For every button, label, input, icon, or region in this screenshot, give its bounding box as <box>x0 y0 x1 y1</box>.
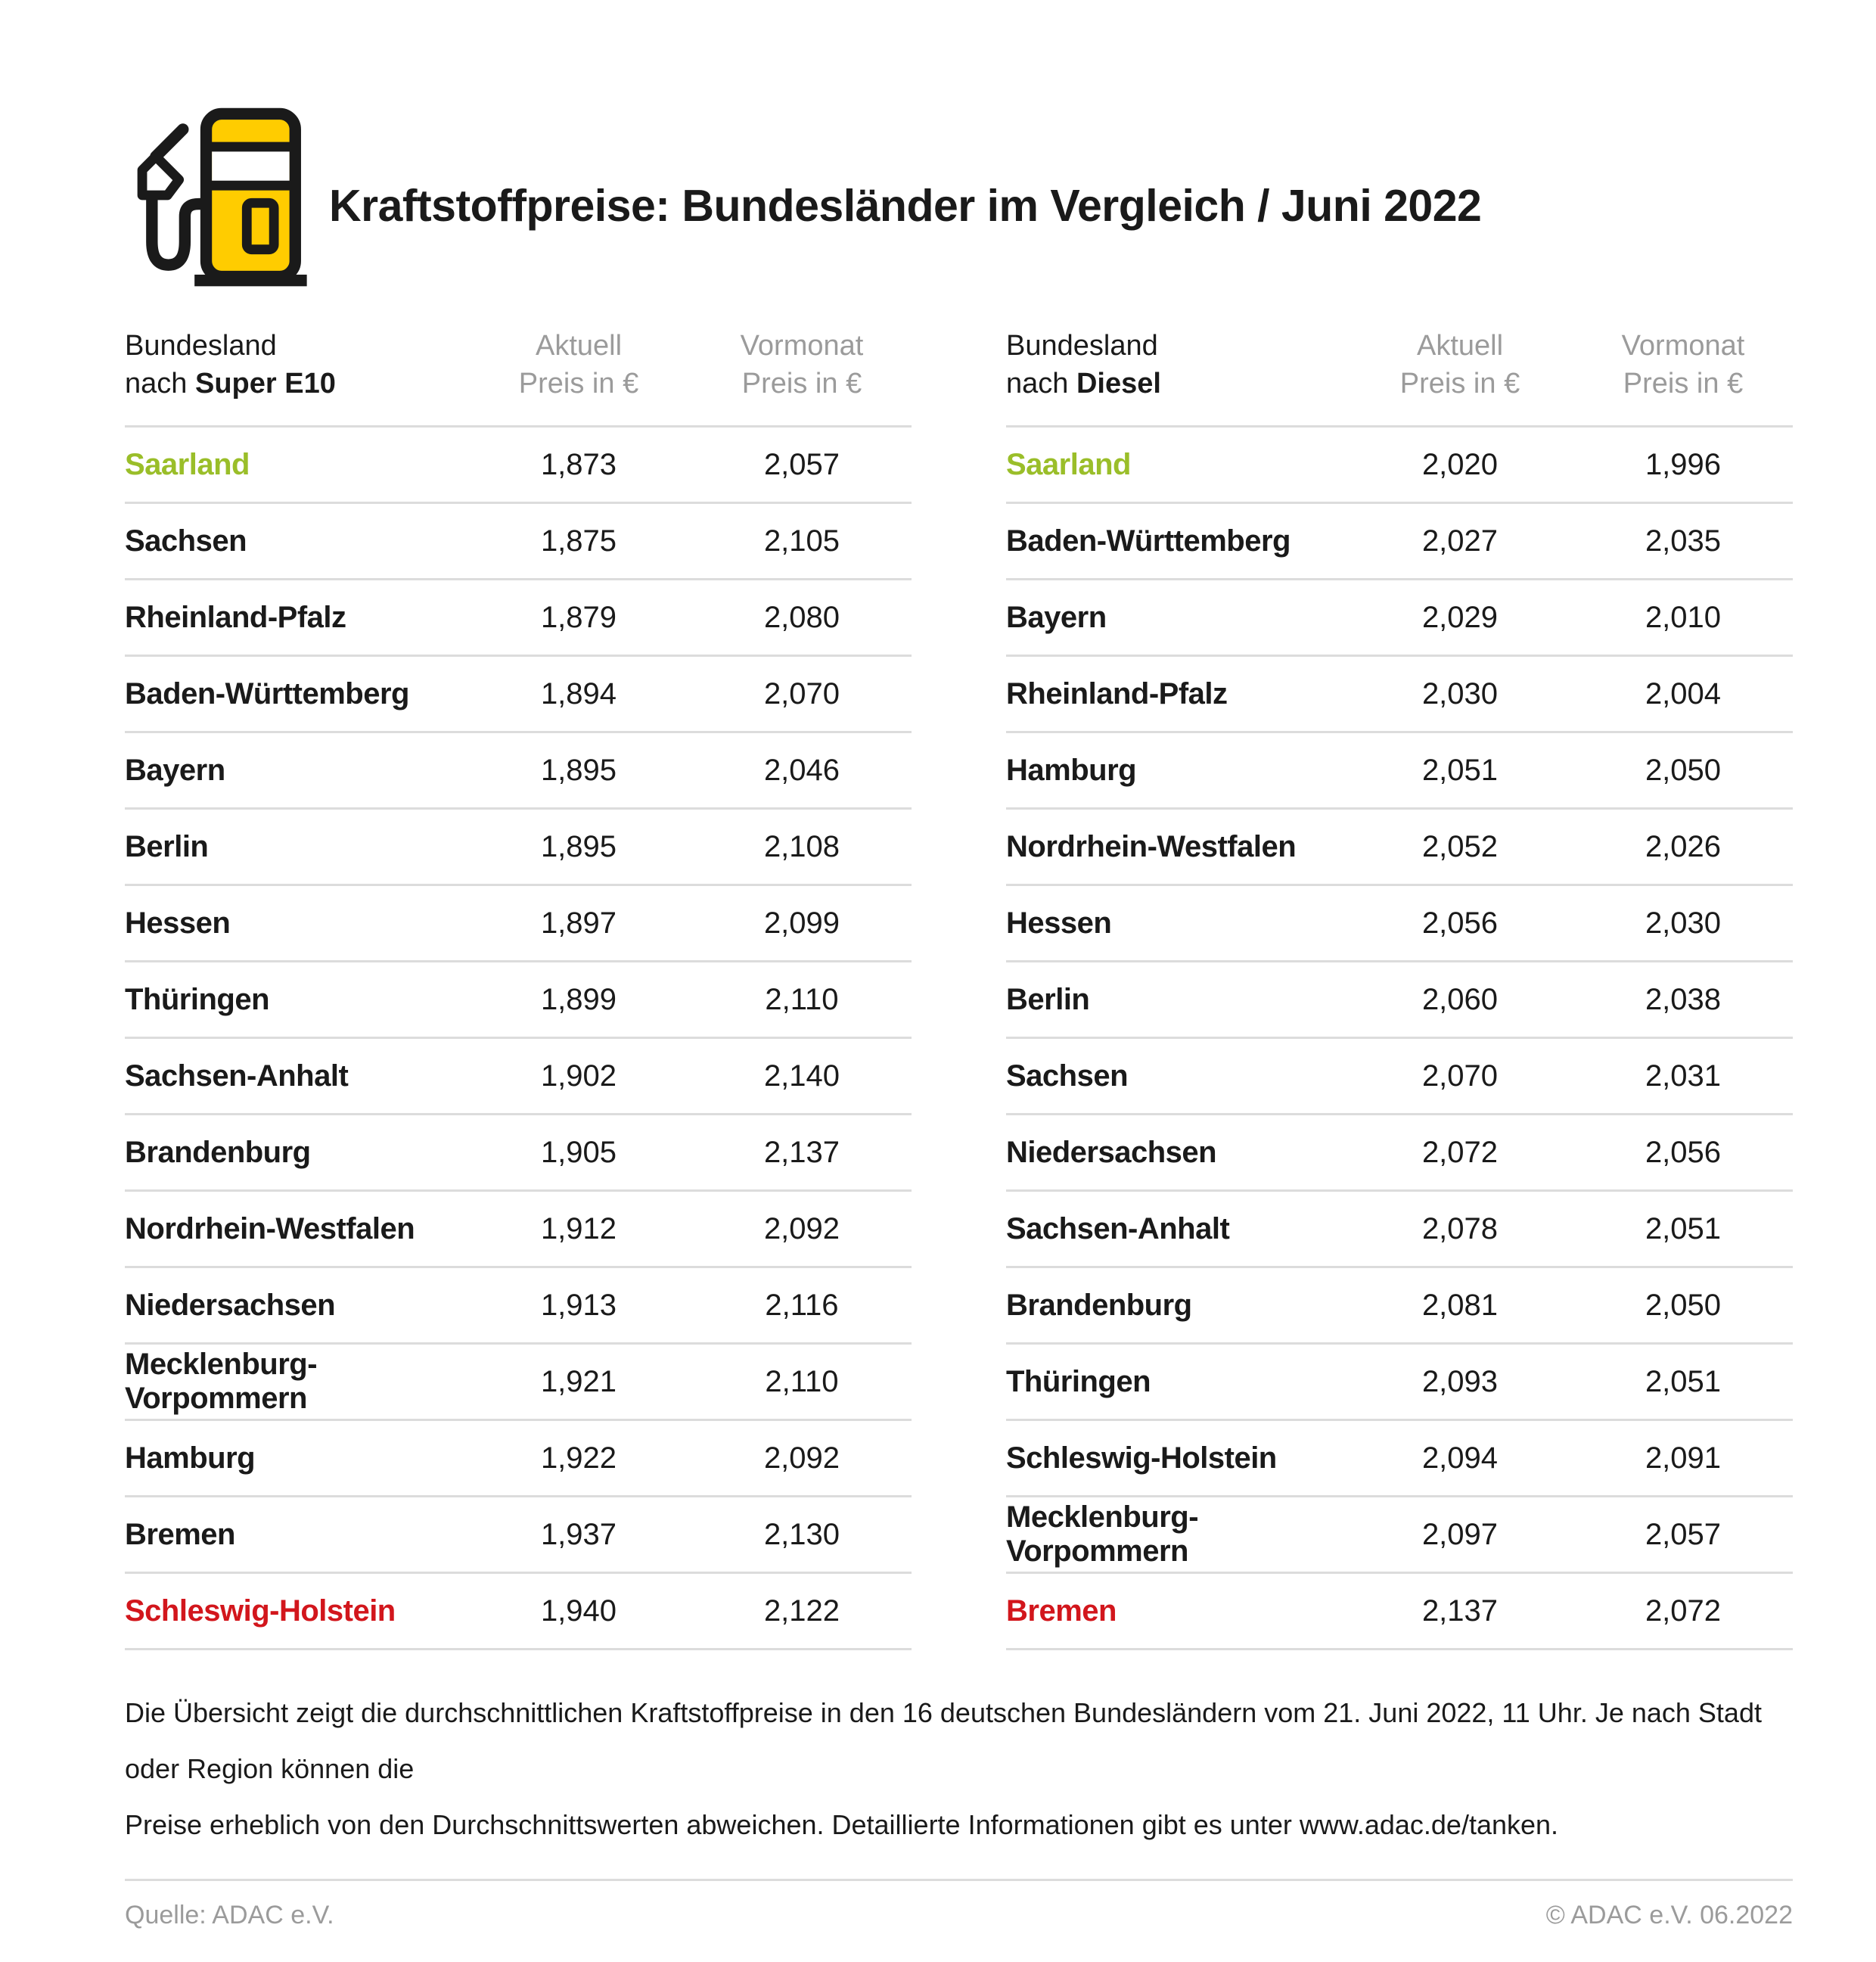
state-name: Saarland <box>125 447 250 481</box>
vormonat-price: 2,091 <box>1645 1441 1722 1475</box>
aktuell-price: 1,912 <box>540 1211 617 1245</box>
vormonat-price: 2,092 <box>763 1441 840 1475</box>
state-name: Sachsen-Anhalt <box>125 1059 349 1093</box>
vormonat-price: 2,092 <box>763 1211 840 1245</box>
table-row <box>125 960 912 1037</box>
aktuell-price: 2,052 <box>1421 829 1499 863</box>
state-name: Thüringen <box>1006 1364 1151 1398</box>
state-name: Hessen <box>1006 906 1112 940</box>
column-header-bundesland: Bundesland nach Super E10 <box>125 330 336 400</box>
column-header-aktuell: Aktuell Preis in € <box>1399 330 1520 400</box>
aktuell-price: 2,056 <box>1421 906 1499 940</box>
price-tables <box>125 327 1793 1650</box>
table-row <box>125 1419 912 1495</box>
aktuell-price: 2,051 <box>1421 753 1499 787</box>
vormonat-price: 2,050 <box>1645 753 1722 787</box>
vormonat-price: 2,004 <box>1645 676 1722 710</box>
table-row <box>1006 1113 1793 1189</box>
vormonat-price: 2,108 <box>763 829 840 863</box>
table-row <box>125 1189 912 1266</box>
state-name: Hamburg <box>1006 753 1137 787</box>
vormonat-price: 2,035 <box>1645 524 1722 558</box>
copyright-label: © ADAC e.V. 06.2022 <box>1545 1901 1793 1929</box>
state-name: Sachsen <box>1006 1059 1129 1093</box>
vormonat-price: 2,057 <box>763 447 840 481</box>
table-row <box>1006 502 1793 578</box>
vormonat-price: 2,137 <box>763 1135 840 1169</box>
aktuell-price: 1,905 <box>540 1135 617 1169</box>
vormonat-price: 2,099 <box>763 906 840 940</box>
table-rows-super-e10 <box>125 425 912 1650</box>
state-name: Niedersachsen <box>1006 1135 1217 1169</box>
table-row <box>125 1266 912 1342</box>
state-name: Mecklenburg-Vorpommern <box>1006 1500 1199 1568</box>
page-header <box>125 97 1793 294</box>
vormonat-price: 2,031 <box>1645 1059 1722 1093</box>
infographic-page <box>0 97 1876 1962</box>
aktuell-price: 2,027 <box>1421 524 1499 558</box>
state-name: Nordrhein-Westfalen <box>125 1211 415 1245</box>
vormonat-price: 2,056 <box>1645 1135 1722 1169</box>
state-name: Hamburg <box>125 1441 256 1475</box>
vormonat-price: 2,051 <box>1645 1364 1722 1398</box>
state-name: Schleswig-Holstein <box>1006 1441 1277 1475</box>
table-row <box>1006 731 1793 807</box>
fuel-type-label: Super E10 <box>194 368 336 400</box>
vormonat-price: 2,038 <box>1645 982 1722 1016</box>
vormonat-price: 2,026 <box>1645 829 1722 863</box>
vormonat-price: 2,050 <box>1645 1288 1722 1322</box>
table-row <box>125 1037 912 1113</box>
vormonat-price: 2,070 <box>763 676 840 710</box>
state-name: Nordrhein-Westfalen <box>1006 829 1297 863</box>
aktuell-price: 1,894 <box>540 676 617 710</box>
page-footer <box>125 1879 1793 1930</box>
table-header-super-e10 <box>125 327 912 425</box>
table-row <box>125 502 912 578</box>
vormonat-price: 2,130 <box>763 1517 840 1551</box>
aktuell-price: 1,897 <box>540 906 617 940</box>
table-row <box>1006 578 1793 655</box>
aktuell-price: 2,070 <box>1421 1059 1499 1093</box>
state-name: Bremen <box>125 1517 235 1551</box>
table-row <box>125 425 912 502</box>
vormonat-price: 2,110 <box>765 1364 839 1398</box>
state-name: Saarland <box>1006 447 1131 481</box>
aktuell-price: 2,078 <box>1421 1211 1499 1245</box>
table-row <box>125 807 912 884</box>
fuel-type-label: Diesel <box>1076 368 1161 400</box>
state-name: Thüringen <box>125 982 270 1016</box>
state-name: Schleswig-Holstein <box>125 1594 396 1628</box>
table-row <box>1006 1189 1793 1266</box>
vormonat-price: 2,072 <box>1645 1594 1722 1628</box>
state-name: Mecklenburg-Vorpommern <box>125 1348 318 1415</box>
aktuell-price: 1,902 <box>540 1059 617 1093</box>
column-header-vormonat: Vormonat Preis in € <box>740 330 864 400</box>
page-title: Kraftstoffpreise: Bundesländer im Vergleich / Juni 2022 <box>329 181 1482 231</box>
table-row <box>1006 1342 1793 1419</box>
table-row <box>1006 884 1793 960</box>
footnote <box>125 1685 1793 1853</box>
vormonat-price: 2,080 <box>763 600 840 634</box>
aktuell-price: 1,913 <box>540 1288 617 1322</box>
table-row <box>1006 960 1793 1037</box>
footnote-line-2: Preise erheblich von den Durchschnittswerten abweichen. Detaillierte Informationen gibt es unter www.adac.de/tanken. <box>125 1809 1559 1840</box>
aktuell-price: 1,899 <box>540 982 617 1016</box>
aktuell-price: 1,895 <box>540 829 617 863</box>
table-row <box>125 1342 912 1419</box>
table-row <box>125 1495 912 1572</box>
table-row <box>125 655 912 731</box>
aktuell-price: 2,060 <box>1421 982 1499 1016</box>
state-name: Hessen <box>125 906 231 940</box>
state-name: Rheinland-Pfalz <box>125 600 346 634</box>
aktuell-price: 1,895 <box>540 753 617 787</box>
aktuell-price: 2,072 <box>1421 1135 1499 1169</box>
vormonat-price: 2,122 <box>763 1594 840 1628</box>
column-header-vormonat: Vormonat Preis in € <box>1621 330 1745 400</box>
vormonat-price: 2,110 <box>765 982 839 1016</box>
table-row <box>1006 655 1793 731</box>
table-row <box>1006 1266 1793 1342</box>
table-row <box>125 731 912 807</box>
aktuell-price: 2,097 <box>1421 1517 1499 1551</box>
state-name: Baden-Württemberg <box>125 676 409 710</box>
table-row <box>1006 1419 1793 1495</box>
footnote-line-1: Die Übersicht zeigt die durchschnittlichen Kraftstoffpreise in den 16 deutschen Bundesländern vom 21. Juni 2022, 11 Uhr. Je nach Stadt oder Region können die <box>125 1697 1762 1784</box>
table-row <box>1006 807 1793 884</box>
aktuell-price: 2,030 <box>1421 676 1499 710</box>
table-row <box>1006 1495 1793 1572</box>
aktuell-price: 2,081 <box>1421 1288 1499 1322</box>
state-name: Sachsen-Anhalt <box>1006 1211 1230 1245</box>
state-name: Bremen <box>1006 1594 1117 1628</box>
fuel-pump-icon <box>125 98 318 292</box>
vormonat-price: 2,030 <box>1645 906 1722 940</box>
aktuell-price: 1,879 <box>540 600 617 634</box>
state-name: Brandenburg <box>1006 1288 1192 1322</box>
table-row <box>125 1113 912 1189</box>
aktuell-price: 1,875 <box>540 524 617 558</box>
aktuell-price: 1,873 <box>540 447 617 481</box>
aktuell-price: 2,020 <box>1421 447 1499 481</box>
vormonat-price: 2,105 <box>763 524 840 558</box>
vormonat-price: 2,010 <box>1645 600 1722 634</box>
column-header-bundesland: Bundesland nach Diesel <box>1006 330 1161 400</box>
vormonat-price: 2,046 <box>763 753 840 787</box>
table-rows-diesel <box>1006 425 1793 1650</box>
aktuell-price: 2,137 <box>1421 1594 1499 1628</box>
aktuell-price: 1,937 <box>540 1517 617 1551</box>
aktuell-price: 1,940 <box>540 1594 617 1628</box>
vormonat-price: 2,116 <box>765 1288 839 1322</box>
state-name: Berlin <box>1006 982 1090 1016</box>
aktuell-price: 1,922 <box>540 1441 617 1475</box>
state-name: Brandenburg <box>125 1135 311 1169</box>
vormonat-price: 2,057 <box>1645 1517 1722 1551</box>
state-name: Baden-Württemberg <box>1006 524 1291 558</box>
table-super-e10 <box>125 327 912 1650</box>
aktuell-price: 2,029 <box>1421 600 1499 634</box>
table-row <box>1006 1037 1793 1113</box>
aktuell-price: 2,094 <box>1421 1441 1499 1475</box>
aktuell-price: 1,921 <box>540 1364 617 1398</box>
table-row <box>125 578 912 655</box>
table-row <box>125 1572 912 1648</box>
table-row <box>1006 425 1793 502</box>
column-header-aktuell: Aktuell Preis in € <box>518 330 639 400</box>
table-row <box>125 884 912 960</box>
vormonat-price: 1,996 <box>1645 447 1722 481</box>
vormonat-price: 2,140 <box>763 1059 840 1093</box>
state-name: Rheinland-Pfalz <box>1006 676 1228 710</box>
table-diesel <box>1006 327 1793 1650</box>
source-label: Quelle: ADAC e.V. <box>125 1901 334 1929</box>
table-row <box>1006 1572 1793 1648</box>
vormonat-price: 2,051 <box>1645 1211 1722 1245</box>
aktuell-price: 2,093 <box>1421 1364 1499 1398</box>
table-header-diesel <box>1006 327 1793 425</box>
state-name: Niedersachsen <box>125 1288 336 1322</box>
state-name: Bayern <box>125 753 225 787</box>
state-name: Berlin <box>125 829 209 863</box>
state-name: Bayern <box>1006 600 1107 634</box>
state-name: Sachsen <box>125 524 247 558</box>
